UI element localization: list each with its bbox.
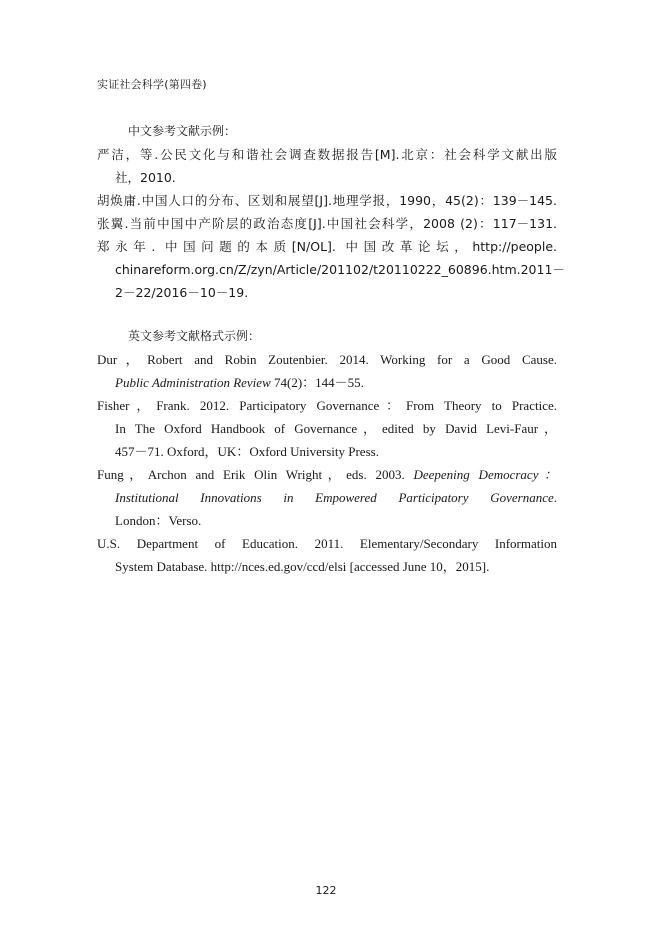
reference-line: 457－71. Oxford，UK：Oxford University Press. xyxy=(115,444,379,459)
chinese-references-title: 中文参考文献示例： xyxy=(128,124,237,138)
reference-line: 郑永年. 中国问题的本质[N/OL]. 中国改革论坛，http://people. xyxy=(97,239,557,254)
reference-line: London：Verso. xyxy=(115,513,202,528)
running-header: 实证社会科学(第四卷) xyxy=(97,78,207,91)
reference-line: Dur，Robert and Robin Zoutenbier. 2014. Working for a Good Cause. xyxy=(97,352,557,367)
reference-authors: Fung，Archon and Erik Olin Wright，eds. 2003. xyxy=(97,467,414,482)
reference-line: chinareform.org.cn/Z/zyn/Article/201102/t20110222_60896.htm.2011－ xyxy=(115,262,565,277)
book-title: Deepening Democracy： xyxy=(413,467,557,482)
reference-hu-huanyong xyxy=(97,189,557,212)
reference-punct: . xyxy=(553,490,557,505)
reference-line xyxy=(97,371,557,394)
reference-zheng-yongnian xyxy=(97,235,565,304)
reference-detail: 74(2)：144－55. xyxy=(270,375,364,390)
book-subtitle: Institutional Innovations in Empowered Participatory Governance xyxy=(115,490,554,505)
reference-us-doe xyxy=(97,532,557,578)
page-number: 122 xyxy=(315,884,337,897)
reference-line: 胡焕庸.中国人口的分布、区划和展望[J].地理学报，1990，45(2)：139－145. xyxy=(97,193,557,208)
reference-fung xyxy=(97,463,557,532)
reference-line xyxy=(97,486,557,509)
reference-line xyxy=(97,463,557,486)
reference-line: 社，2010. xyxy=(115,170,176,185)
reference-line: 张翼.当前中国中产阶层的政治态度[J].中国社会科学，2008 (2)：117－131. xyxy=(97,216,557,231)
reference-line: U.S. Department of Education. 2011. Elementary/Secondary Information xyxy=(97,536,557,551)
journal-title: Public Administration Review xyxy=(115,375,271,390)
reference-zhang-yi xyxy=(97,212,557,235)
reference-line: System Database. http://nces.ed.gov/ccd/elsi [accessed June 10，2015]. xyxy=(115,559,490,574)
reference-fisher xyxy=(97,394,557,463)
reference-line: Fisher，Frank. 2012. Participatory Governance：From Theory to Practice. xyxy=(97,398,557,413)
reference-line: 严洁，等.公民文化与和谐社会调查数据报告[M].北京：社会科学文献出版 xyxy=(97,147,557,162)
reference-dur xyxy=(97,348,557,394)
english-references-title: 英文参考文献格式示例： xyxy=(128,329,261,343)
reference-yan-jie xyxy=(97,143,557,189)
reference-line: In The Oxford Handbook of Governance，edited by David Levi-Faur， xyxy=(115,421,557,436)
reference-line: 2－22/2016－10－19. xyxy=(115,285,249,300)
